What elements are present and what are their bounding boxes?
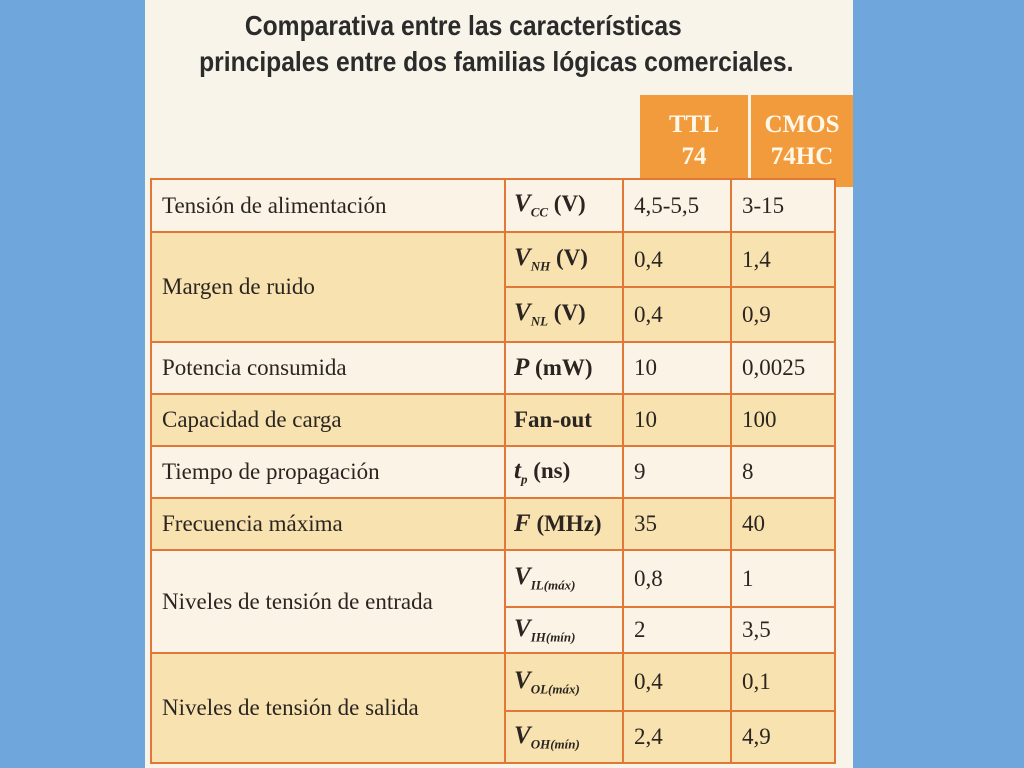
- cmos-value: 3,5: [731, 607, 835, 653]
- column-header-ttl: [640, 95, 748, 187]
- ttl-value: 10: [623, 342, 731, 394]
- ttl-value: 0,8: [623, 550, 731, 607]
- document-page: [145, 0, 853, 768]
- table-row: [151, 179, 835, 232]
- cmos-value: 100: [731, 394, 835, 446]
- cmos-value: 0,0025: [731, 342, 835, 394]
- parameter-cell: $V_{CC}$ (V): [505, 179, 623, 232]
- row-description: Margen de ruido: [151, 232, 505, 342]
- ttl-value: 10: [623, 394, 731, 446]
- ttl-value: 9: [623, 446, 731, 498]
- table-row: [151, 342, 835, 394]
- ttl-header-line-1: TTL: [668, 111, 720, 138]
- row-description: Capacidad de carga: [151, 394, 505, 446]
- cmos-value: 0,9: [731, 287, 835, 342]
- title-line-2: principales entre dos familias lógicas comerciales.: [199, 46, 794, 77]
- parameter-cell: $V_{OL(máx)}$: [505, 653, 623, 711]
- parameter-cell: Fan-out: [505, 394, 623, 446]
- table-row: [151, 446, 835, 498]
- title-line-1: Comparativa entre las características: [244, 10, 682, 41]
- ttl-value: 2: [623, 607, 731, 653]
- parameter-cell: $V_{NH}$ (V): [505, 232, 623, 287]
- parameter-cell: $V_{IL(máx)}$: [505, 550, 623, 607]
- parameter-cell: F (MHz): [505, 498, 623, 550]
- row-description: Potencia consumida: [151, 342, 505, 394]
- cmos-header-line-1: CMOS: [764, 111, 840, 138]
- cmos-value: 1,4: [731, 232, 835, 287]
- cmos-value: 40: [731, 498, 835, 550]
- comparison-table: [150, 178, 836, 764]
- table-row: [151, 550, 835, 607]
- row-description: Niveles de tensión de entrada: [151, 550, 505, 653]
- cmos-value: 4,9: [731, 711, 835, 763]
- column-header-cmos: [751, 95, 853, 187]
- table-row: [151, 498, 835, 550]
- table-row: [151, 653, 835, 711]
- row-description: Frecuencia máxima: [151, 498, 505, 550]
- ttl-value: 0,4: [623, 653, 731, 711]
- ttl-header-line-2: 74: [681, 143, 707, 170]
- cmos-value: 1: [731, 550, 835, 607]
- parameter-cell: $V_{IH(mín)}$: [505, 607, 623, 653]
- table-row: [151, 394, 835, 446]
- table-row: [151, 232, 835, 287]
- cmos-value: 3-15: [731, 179, 835, 232]
- ttl-value: 4,5-5,5: [623, 179, 731, 232]
- ttl-value: 0,4: [623, 287, 731, 342]
- cmos-value: 0,1: [731, 653, 835, 711]
- ttl-value: 35: [623, 498, 731, 550]
- row-description: Niveles de tensión de salida: [151, 653, 505, 763]
- row-description: Tensión de alimentación: [151, 179, 505, 232]
- page-title: [185, 8, 794, 80]
- parameter-cell: $V_{NL}$ (V): [505, 287, 623, 342]
- parameter-cell: $V_{OH(mín)}$: [505, 711, 623, 763]
- cmos-value: 8: [731, 446, 835, 498]
- ttl-value: 2,4: [623, 711, 731, 763]
- cmos-header-line-2: 74HC: [770, 143, 834, 170]
- parameter-cell: $t_p$ (ns): [505, 446, 623, 498]
- parameter-cell: P (mW): [505, 342, 623, 394]
- row-description: Tiempo de propagación: [151, 446, 505, 498]
- ttl-value: 0,4: [623, 232, 731, 287]
